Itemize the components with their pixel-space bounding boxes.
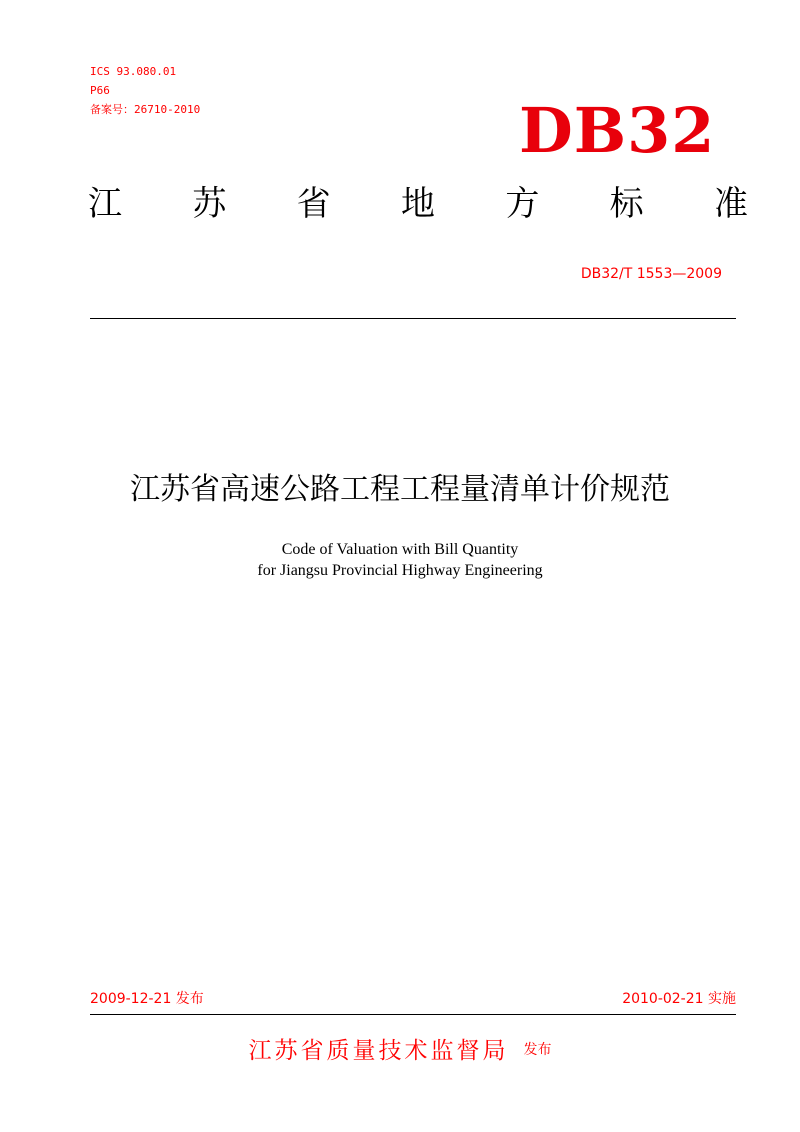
standard-number: DB32/T 1553—2009 <box>580 266 722 282</box>
filing-number: 备案号：26710-2010 <box>90 103 201 116</box>
metadata-block <box>90 62 200 119</box>
standard-title-char: 方 <box>505 184 540 224</box>
standard-title-char: 标 <box>609 184 644 224</box>
standard-title-char: 江 <box>88 184 122 224</box>
publish-date: 2009-12-21 发布 <box>90 991 204 1007</box>
implement-date: 2010-02-21 实施 <box>622 991 736 1007</box>
standard-title-char: 苏 <box>192 184 227 224</box>
document-title-en <box>0 539 800 581</box>
issuer-line <box>0 1032 800 1065</box>
ics-code: ICS 93.080.01 <box>90 65 177 78</box>
issuer-suffix: 发布 <box>523 1041 552 1058</box>
title-en-line: Code of Valuation with Bill Quantity <box>281 541 519 558</box>
document-title-cn: 江苏省高速公路工程工程量清单计价规范 <box>130 472 670 507</box>
standard-title-char: 省 <box>296 184 331 224</box>
footer-divider <box>90 1014 736 1015</box>
issuer-name: 江苏省质量技术监督局 <box>248 1038 509 1064</box>
standard-title-char: 准 <box>713 184 748 224</box>
standard-title <box>88 180 748 228</box>
standard-title-char: 地 <box>400 184 435 224</box>
classification-code: P66 <box>90 84 110 97</box>
title-en-line: for Jiangsu Provincial Highway Engineering <box>257 562 543 579</box>
header-divider <box>90 318 736 319</box>
db32-logo: DB32 <box>519 94 716 167</box>
